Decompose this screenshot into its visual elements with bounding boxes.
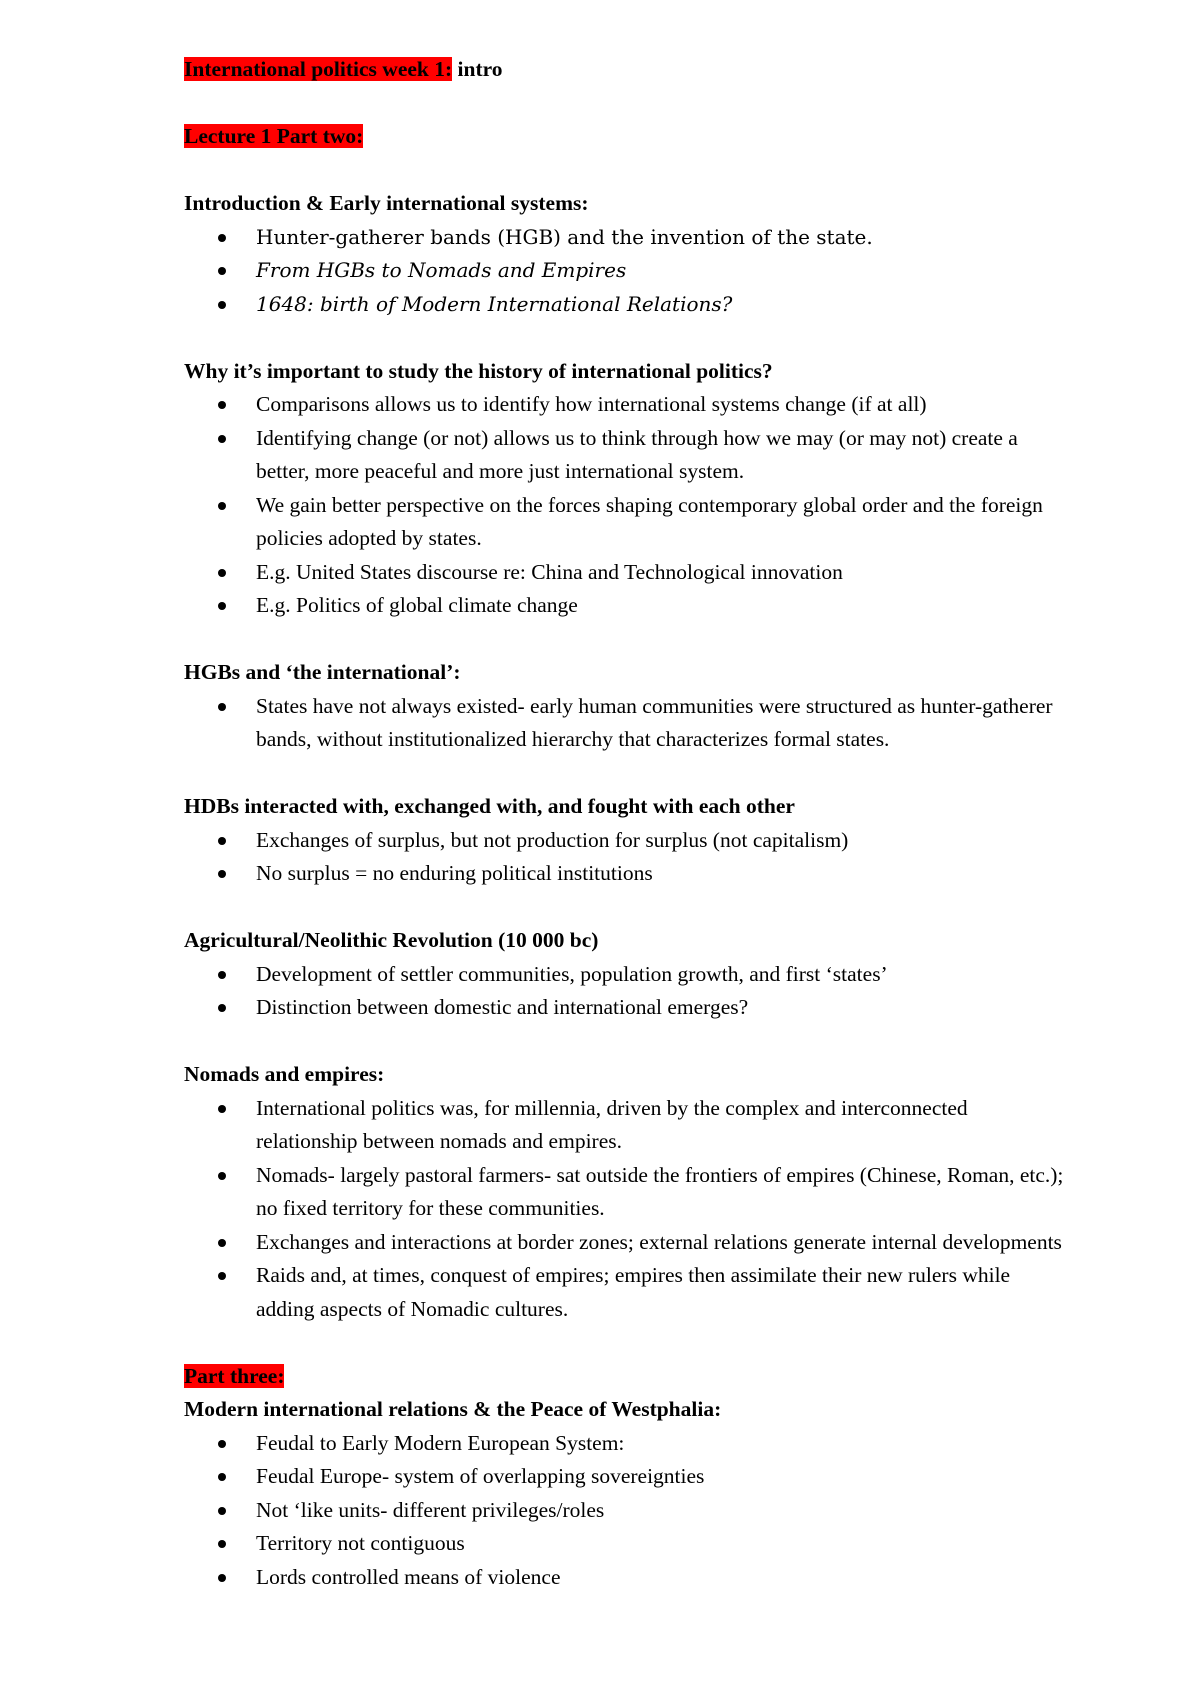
list-item: Lords controlled means of violence (184, 1561, 1064, 1595)
list-item: Raids and, at times, conquest of empires; empires then assimilate their new rulers while adding aspects of Nomadic cultures. (184, 1259, 1064, 1326)
list-item: Nomads- largely pastoral farmers- sat outside the frontiers of empires (Chinese, Roman, etc.); no fixed territory for these communities. (184, 1159, 1064, 1226)
list-item: Hunter-gatherer bands (HGB) and the invention of the state. (184, 221, 1064, 255)
list-item: We gain better perspective on the forces shaping contemporary global order and the foreign policies adopted by states. (184, 489, 1064, 556)
list-item: E.g. United States discourse re: China and Technological innovation (184, 556, 1064, 590)
list-item: E.g. Politics of global climate change (184, 589, 1064, 623)
list-item: Exchanges and interactions at border zones; external relations generate internal developments (184, 1226, 1064, 1260)
list-item: Exchanges of surplus, but not production for surplus (not capitalism) (184, 824, 1064, 858)
bullet-list (184, 958, 1064, 1025)
section-heading: Why it’s important to study the history of international politics? (184, 358, 773, 383)
bullet-list (184, 221, 1064, 322)
section-heading: Agricultural/Neolithic Revolution (10 000 bc) (184, 928, 599, 952)
list-item: 1648: birth of Modern International Relations? (184, 288, 1064, 322)
list-item: Distinction between domestic and international emerges? (184, 991, 1064, 1025)
part-three-highlight: Part three: (184, 1363, 285, 1388)
list-item: Feudal Europe- system of overlapping sovereignties (184, 1460, 1064, 1494)
list-item: States have not always existed- early human communities were structured as hunter-gatherer bands, without institutionalized hierarchy that characterizes formal states. (184, 690, 1064, 757)
page-title (184, 53, 1064, 87)
list-item: Comparisons allows us to identify how international systems change (if at all) (184, 388, 1064, 422)
bullet-list (184, 690, 1064, 757)
list-item: Territory not contiguous (184, 1527, 1064, 1561)
part-three-label (184, 1360, 1064, 1394)
section-heading: Nomads and empires: (184, 1062, 385, 1086)
title-highlight: International politics week 1: (184, 57, 453, 81)
title-rest: intro (452, 57, 503, 81)
list-item: Development of settler communities, population growth, and first ‘states’ (184, 958, 1064, 992)
document-page (184, 53, 1064, 1594)
list-item: International politics was, for millennia, driven by the complex and interconnected relationship between nomads and empires. (184, 1092, 1064, 1159)
bullet-list (184, 1427, 1064, 1595)
list-item: From HGBs to Nomads and Empires (184, 254, 1064, 288)
section-heading: HGBs and ‘the international’: (184, 660, 461, 684)
lecture-heading-highlight: Lecture 1 Part two: (184, 124, 364, 148)
section-heading: Modern international relations & the Peace of Westphalia: (184, 1397, 722, 1421)
list-item: No surplus = no enduring political institutions (184, 857, 1064, 891)
list-item: Not ‘like units- different privileges/roles (184, 1494, 1064, 1528)
list-item: Feudal to Early Modern European System: (184, 1427, 1064, 1461)
lecture-heading (184, 120, 1064, 154)
list-item: Identifying change (or not) allows us to think through how we may (or may not) create a better, more peaceful and more just international system. (184, 422, 1064, 489)
bullet-list (184, 388, 1064, 623)
section-heading: HDBs interacted with, exchanged with, and fought with each other (184, 794, 795, 818)
section-heading: Introduction & Early international systems: (184, 191, 589, 215)
bullet-list (184, 1092, 1064, 1327)
bullet-list (184, 824, 1064, 891)
